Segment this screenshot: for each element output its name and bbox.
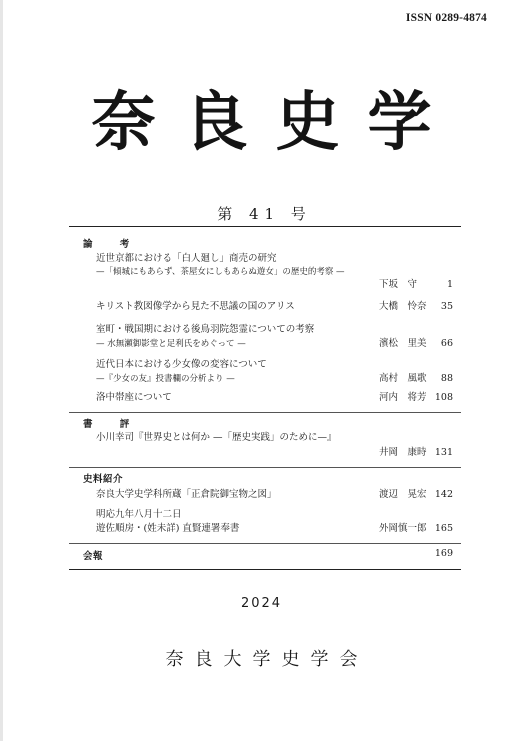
divider — [69, 543, 461, 544]
toc-entry[interactable] — [96, 391, 453, 405]
entry-page: 165 — [434, 523, 453, 534]
toc-entry[interactable] — [96, 358, 453, 372]
toc-entry[interactable] — [96, 488, 453, 502]
toc-entry-meta[interactable] — [96, 547, 453, 561]
divider — [69, 467, 461, 468]
entry-title: 近世京都における「白人廻し」商売の研究 — [96, 253, 277, 264]
entry-author: 高村 風歌 — [379, 373, 427, 384]
entry-author: 濱松 里美 — [379, 338, 427, 349]
entry-page: 131 — [434, 447, 453, 458]
section-shiryo: 史料紹介 — [83, 474, 124, 485]
entry-subtitle: 遊佐順房・(姓未詳) 直賢連署奉書 — [96, 523, 240, 534]
entry-title: 明応九年八月十二日 — [96, 509, 182, 520]
entry-title: 室町・戦国期における後鳥羽院怨霊についての考察 — [96, 324, 315, 335]
toc-entry-subtitle — [96, 265, 453, 279]
divider — [69, 412, 461, 413]
entry-title: キリスト教図像学から見た不思議の国のアリス — [96, 301, 295, 312]
entry-author: 河内 将芳 — [379, 392, 427, 403]
issn: ISSN 0289-4874 — [405, 12, 487, 24]
entry-page: 1 — [446, 279, 453, 290]
issue-number: 第 41 号 — [217, 205, 312, 223]
toc-entry-meta — [96, 337, 453, 351]
entry-page: 169 — [434, 548, 453, 559]
entry-page: 142 — [434, 489, 453, 500]
toc-entry[interactable] — [96, 252, 453, 266]
toc-entry-meta — [96, 372, 453, 386]
entry-author: 外岡慎一郎 — [379, 523, 427, 534]
toc-entry[interactable] — [96, 431, 453, 445]
entry-title: 奈良大学史学科所蔵「正倉院御宝物之図」 — [96, 489, 277, 500]
entry-page: 35 — [440, 301, 453, 312]
toc-entry[interactable] — [96, 300, 453, 314]
entry-subtitle: —『少女の友』投書欄の分析より — — [96, 374, 235, 384]
toc-entry[interactable] — [96, 508, 453, 522]
publisher: 奈良大学史学会 — [165, 649, 369, 670]
entry-subtitle: —「傾城にもあらず、茶屋女にしもあらぬ遊女」の歴史的考察 — — [96, 267, 345, 277]
entry-subtitle: — 水無瀬御影堂と足利氏をめぐって — — [96, 339, 246, 349]
journal-title: 奈良史学 — [91, 85, 460, 160]
entry-title: 洛中帯座について — [96, 392, 172, 403]
entry-page: 108 — [434, 392, 453, 403]
entry-title: 小川幸司『世界史とは何か —「歴史実践」のために—』 — [96, 432, 337, 443]
toc-entry-meta — [96, 278, 453, 292]
entry-page: 88 — [440, 373, 453, 384]
publication-year: 2024 — [240, 596, 283, 611]
entry-author: 井岡 康時 — [379, 447, 427, 458]
toc-entry-meta — [96, 446, 453, 460]
table-of-contents — [69, 226, 461, 570]
section-ronko: 論 考 — [83, 239, 142, 250]
entry-author: 渡辺 晃宏 — [379, 489, 427, 500]
entry-author: 大橋 怜奈 — [379, 301, 427, 312]
entry-page: 66 — [440, 338, 453, 349]
entry-title: 近代日本における少女像の変容について — [96, 359, 267, 370]
section-kaiho: 会報 — [83, 551, 104, 562]
section-shohyo: 書 評 — [83, 419, 142, 430]
entry-author: 下坂 守 — [379, 279, 418, 290]
toc-entry-meta — [96, 522, 453, 536]
toc-entry[interactable] — [96, 323, 453, 337]
